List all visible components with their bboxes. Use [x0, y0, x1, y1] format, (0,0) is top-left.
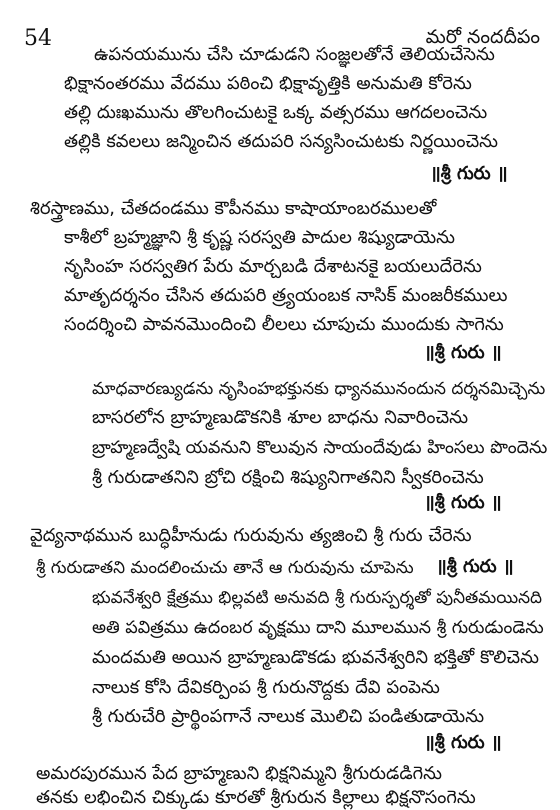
page-number: 54	[24, 26, 52, 51]
refrain: ॥శ్రీ గురు ॥	[424, 732, 502, 753]
verse-line: శ్రీ గురుచేరి ప్రార్థింపగానే నాలుక మొలిచి పండితుడాయెను	[92, 706, 485, 727]
running-title: మరో నందదీపం	[425, 26, 540, 48]
verse-line: మాతృదర్శనం చేసిన తదుపరి త్ర్యయంబక నాసిక్ మంజరీకములు	[64, 285, 508, 306]
verse-line: నృసింహ సరస్వతిగ పేరు మార్చబడి దేశాటనకై బయలుదేరెను	[64, 256, 482, 277]
verse-line: శ్రీ గురుడాతని మందలించుచు తానే ఆ గురువును చూపెను	[36, 558, 414, 578]
verse-line: బాసరలోన బ్రాహ్మణుడొకనికి శూల బాధను నివారించెను	[92, 407, 469, 428]
verse-line: భిక్షానంతరము వేదము పఠించి భిక్షావృత్తికి అనుమతి కోరెను	[64, 73, 472, 94]
verse-line: శ్రీ గురుడాతనిని బ్రోచి రక్షించి శిష్యునిగాతనిని స్వీకరించెను	[92, 467, 484, 488]
refrain: ॥శ్రీ గురు ॥	[424, 342, 502, 363]
verse-line: నాలుక కోసి దేవికర్పింప శ్రీ గురునొద్దకు దేవి పంపెను	[92, 677, 440, 698]
verse-line: తల్లికి కవలలు జన్మించిన తదుపరి సన్యసించుటకు నిర్ణయించెను	[64, 131, 499, 152]
refrain: ॥శ్రీ గురు ॥	[436, 556, 514, 577]
verse-line: శిరస్త్రాణము, చేతదండము కౌపీనము కాషాయాంబరములతో	[30, 198, 437, 219]
verse-line: సందర్శించి పావనమొందించి లీలలు చూపుచు ముందుకు సాగెను	[64, 314, 504, 335]
verse-line: మందమతి అయిన బ్రాహ్మణుడొకడు భువనేశ్వరిని భక్తితో కొలిచెను	[92, 647, 539, 668]
verse-line: కాశీలో బ్రహ్మజ్ఞాని శ్రీ కృష్ణ సరస్వతి పాదుల శిష్యుడాయెను	[64, 227, 455, 248]
verse-line: వైద్యనాథమున బుద్ధిహీనుడు గురువును త్యజించి శ్రీ గురు చేరెను	[30, 525, 472, 546]
verse-line: భువనేశ్వరి క్షేత్రము భిల్లవటి అనువది శ్రీ గురుస్పర్శతో పునీతమయినది	[92, 588, 543, 608]
verse-line: ఉపనయమును చేసి చూడుడని సంజ్ఞలతోనే తెలియచేసెను	[94, 44, 495, 65]
verse-line: తల్లి దుఃఖమును తొలగించుటకై ఒక్క వత్సరము ఆగదలంచెను	[64, 102, 488, 123]
refrain: ॥శ్రీ గురు ॥	[430, 163, 508, 184]
verse-line: అమరపురమున పేద బ్రాహ్మణుని భిక్షనిమ్మని శ్రీగురుడడిగెను	[36, 763, 443, 784]
verse-line: తనకు లభించిన చిక్కుడు కూరతో శ్రీగురున కిల్లాలు భిక్షనొసంగెను	[36, 787, 476, 808]
verse-line: అతి పవిత్రము ఉదంబర వృక్షము దాని మూలమున శ్రీ గురుడుండెను	[92, 618, 544, 638]
verse-line: బ్రాహ్మణద్వేషి యవనుని కొలువున సాయందేవుడు హింసలు పొందెను	[92, 438, 548, 458]
verse-line: మాధవారణ్యుడను నృసింహభక్తునకు ధ్యానమునందున దర్శనమిచ్చెను	[92, 379, 546, 399]
refrain: ॥శ్రీ గురు ॥	[424, 492, 502, 513]
